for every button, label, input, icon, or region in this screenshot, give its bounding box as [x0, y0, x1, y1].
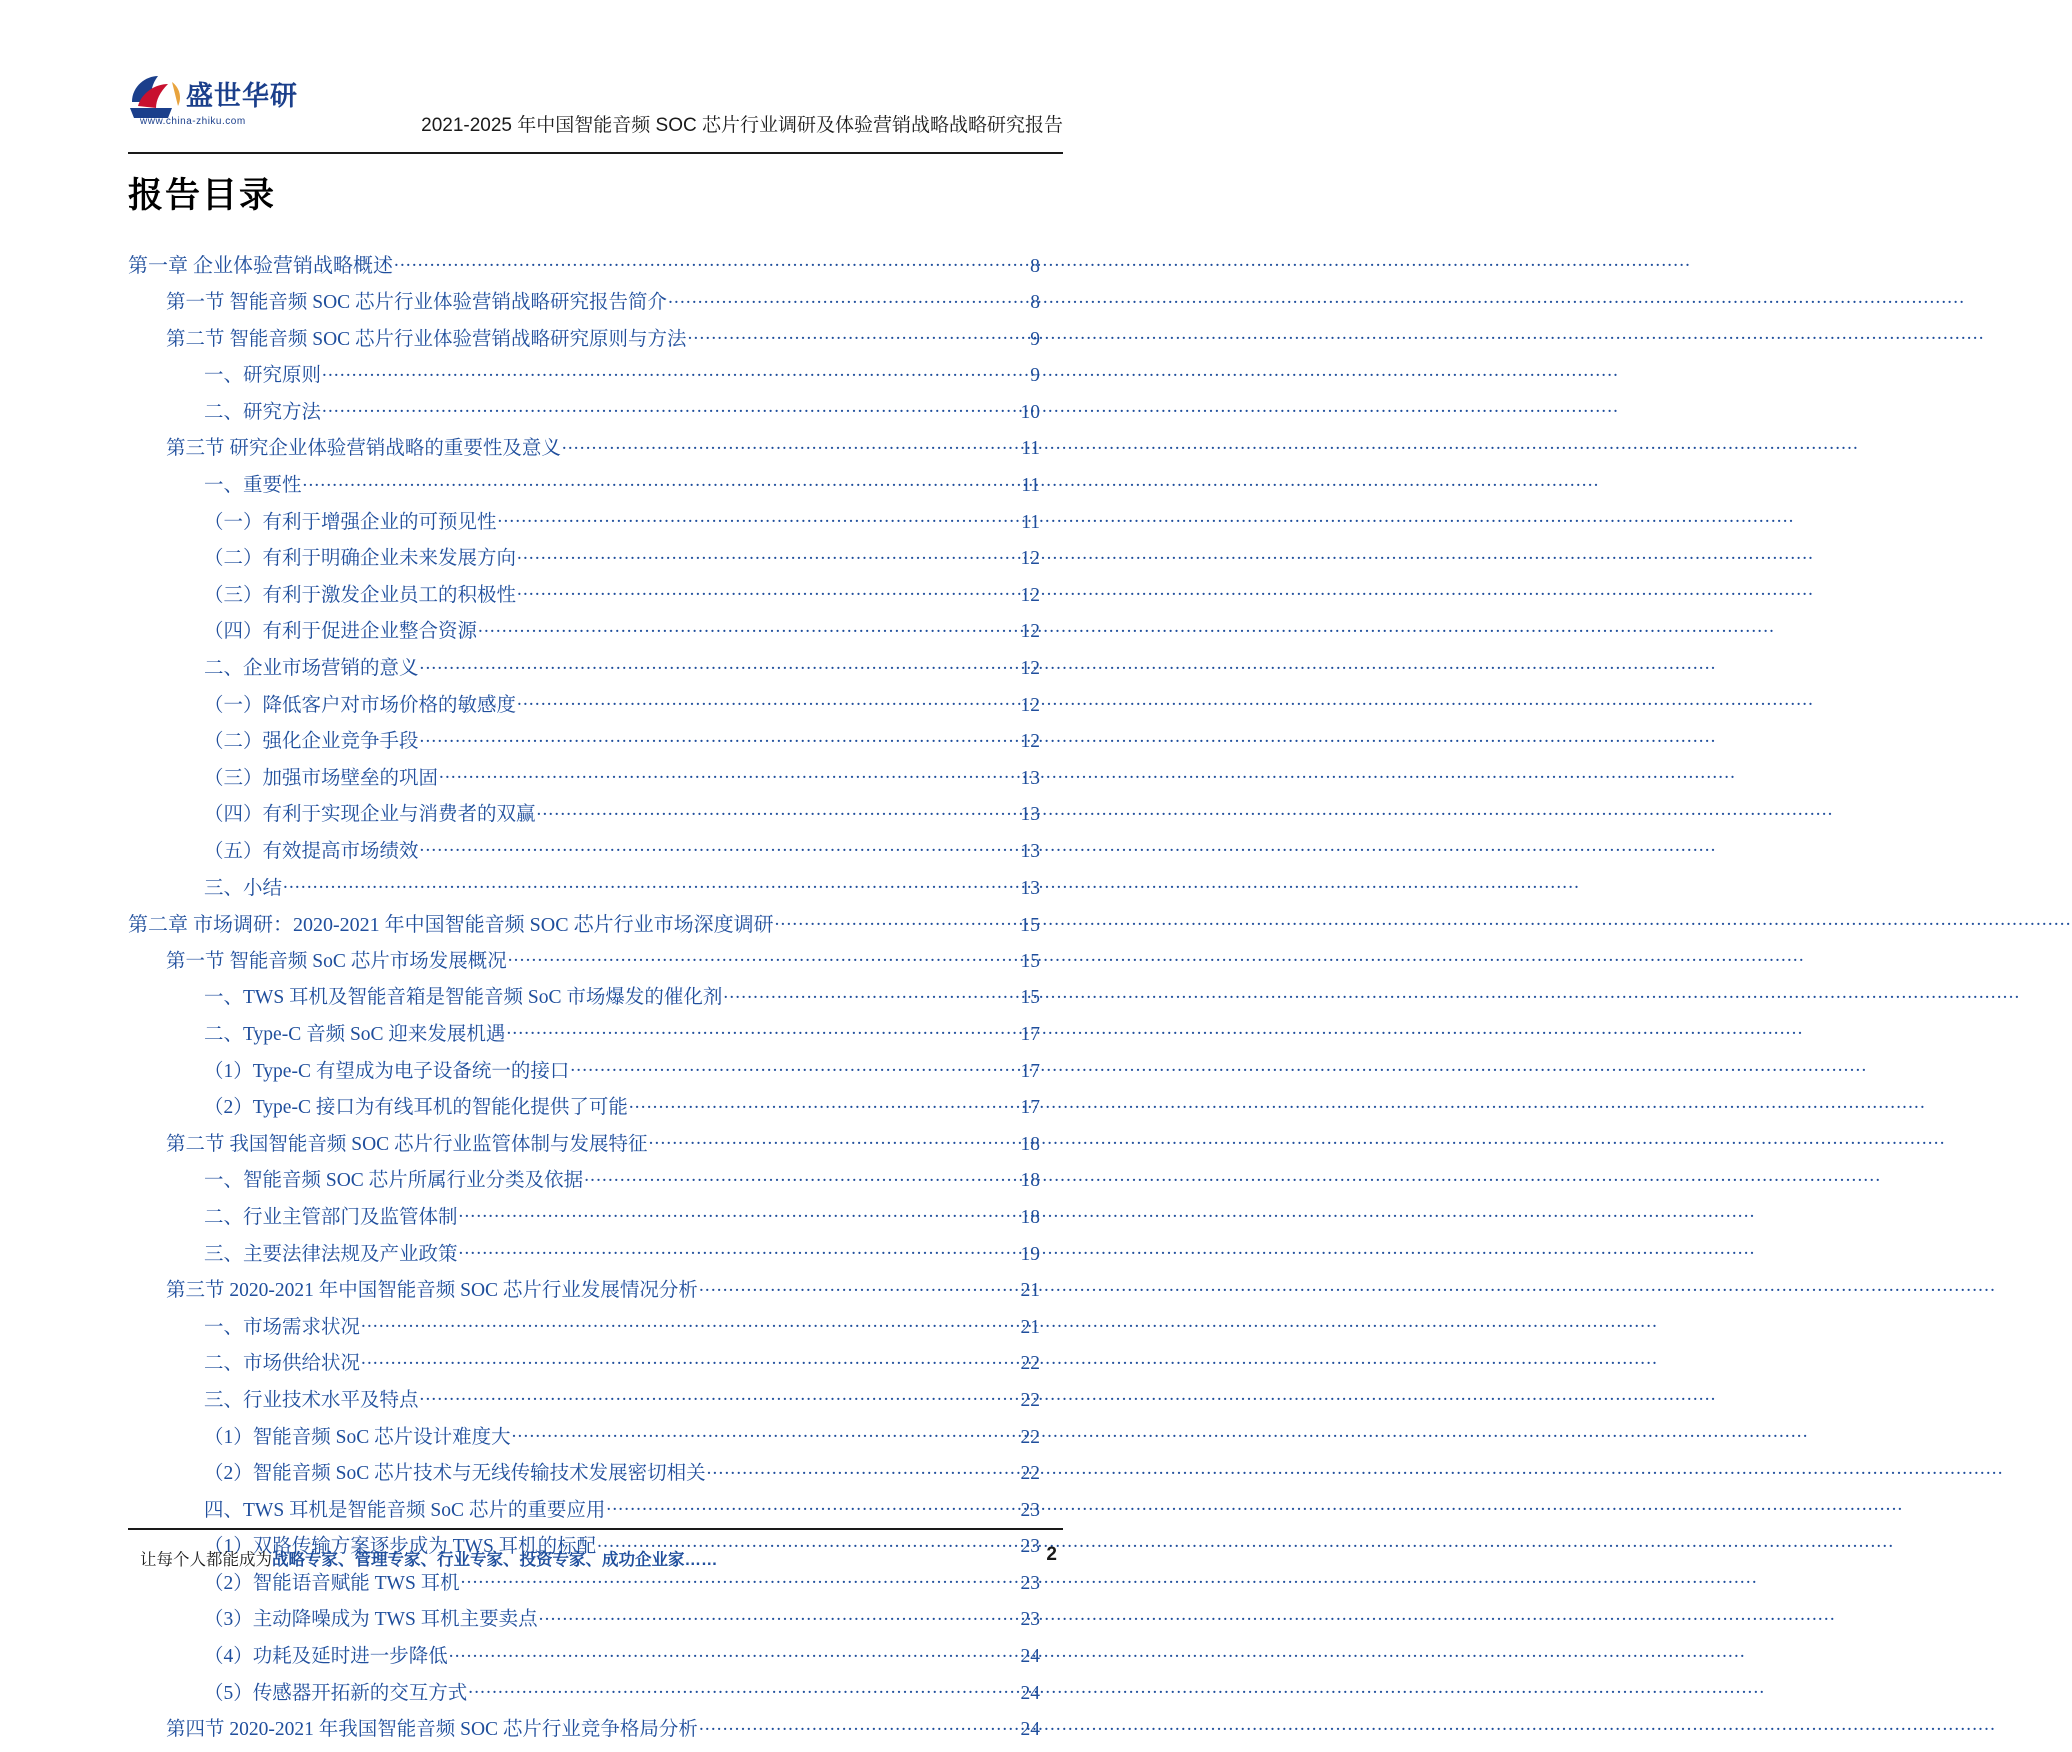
toc-entry[interactable] — [128, 801, 1040, 825]
toc-entry[interactable] — [128, 1277, 1040, 1301]
toc-entry-page: 24 — [1020, 1646, 1040, 1668]
toc-entry-page: 17 — [1020, 1097, 1040, 1119]
toc-leader-dots — [539, 1606, 1017, 1626]
toc-entry-page: 21 — [1020, 1316, 1040, 1338]
toc-leader-dots — [322, 362, 1017, 382]
toc-entry-page: 22 — [1020, 1426, 1040, 1448]
toc-entry-page: 24 — [1020, 1719, 1040, 1741]
toc-entry-page: 13 — [1020, 877, 1040, 899]
toc-leader-dots — [303, 472, 1017, 492]
toc-leader-dots — [361, 1350, 1017, 1370]
toc-leader-dots — [508, 947, 1017, 967]
toc-entry-label: （四）有利于实现企业与消费者的双赢 — [204, 804, 536, 826]
toc-leader-dots — [468, 1679, 1017, 1699]
toc-entry-label: 一、TWS 耳机及智能音箱是智能音频 SoC 市场爆发的催化剂 — [204, 987, 723, 1009]
toc-entry-label: （1）智能音频 SoC 芯片设计难度大 — [204, 1426, 511, 1448]
toc-entry-page: 19 — [1020, 1243, 1040, 1265]
toc-entry[interactable] — [128, 1386, 1040, 1410]
toc-entry-page: 17 — [1020, 1023, 1040, 1045]
toc-entry-page: 23 — [1020, 1499, 1040, 1521]
toc-leader-dots — [688, 325, 1017, 345]
toc-entry-label: 三、小结 — [204, 877, 283, 899]
toc-entry[interactable] — [128, 1240, 1040, 1264]
toc-leader-dots — [699, 1277, 1017, 1297]
toc-leader-dots — [361, 1313, 1017, 1333]
toc-entry-label: （2）智能语音赋能 TWS 耳机 — [204, 1572, 460, 1594]
toc-entry-label: （二）有利于明确企业未来发展方向 — [204, 548, 517, 570]
toc-entry-page: 12 — [1020, 548, 1040, 570]
toc-entry[interactable] — [128, 1606, 1040, 1630]
toc-entry-label: （3）主动降噪成为 TWS 耳机主要卖点 — [204, 1609, 538, 1631]
toc-entry[interactable] — [128, 398, 1040, 422]
toc-leader-dots — [584, 1167, 1017, 1187]
toc-entry-page: 10 — [1020, 401, 1040, 423]
toc-entry-page: 11 — [1021, 475, 1040, 497]
toc-entry-page: 11 — [1021, 511, 1040, 533]
toc-entry-page: 18 — [1020, 1170, 1040, 1192]
toc-leader-dots — [439, 764, 1017, 784]
toc-entry[interactable] — [128, 764, 1040, 788]
toc-entry-label: （一）有利于增强企业的可预见性 — [204, 511, 497, 533]
header-divider — [128, 152, 1063, 154]
toc-leader-dots — [606, 1496, 1017, 1516]
toc-entry-label: 第三节 2020-2021 年中国智能音频 SOC 芯片行业发展情况分析 — [166, 1280, 698, 1302]
toc-entry[interactable] — [128, 911, 1040, 935]
footer-divider — [128, 1528, 1063, 1530]
toc-entry-label: 二、市场供给状况 — [204, 1353, 361, 1375]
toc-entry[interactable] — [128, 289, 1040, 313]
toc-entry[interactable] — [128, 728, 1040, 752]
toc-entry-label: 第三节 研究企业体验营销战略的重要性及意义 — [166, 438, 561, 460]
toc-leader-dots — [322, 398, 1017, 418]
toc-leader-dots — [707, 1460, 1017, 1480]
toc-entry-label: 一、重要性 — [204, 475, 302, 497]
toc-entry-label: 一、市场需求状况 — [204, 1316, 361, 1338]
page-footer — [128, 1540, 1063, 1580]
toc-entry[interactable] — [128, 435, 1040, 459]
toc-entry-label: 二、Type-C 音频 SoC 迎来发展机遇 — [204, 1023, 506, 1045]
toc-leader-dots — [570, 1057, 1017, 1077]
toc-leader-dots — [459, 1203, 1017, 1223]
toc-entry-label: 二、行业主管部门及监管体制 — [204, 1206, 458, 1228]
toc-entry[interactable] — [128, 1460, 1040, 1484]
toc-entry[interactable] — [128, 1020, 1040, 1044]
toc-entry[interactable] — [128, 1496, 1040, 1520]
toc-entry-page: 21 — [1020, 1280, 1040, 1302]
toc-entry-label: （2）智能音频 SoC 芯片技术与无线传输技术发展密切相关 — [204, 1463, 706, 1485]
toc-entry-label: 二、研究方法 — [204, 401, 322, 423]
toc-entry-page: 15 — [1020, 950, 1040, 972]
toc-entry-label: 第一节 智能音频 SoC 芯片市场发展概况 — [166, 950, 507, 972]
toc-entry-page: 9 — [1030, 328, 1040, 350]
footer-slogan — [140, 1546, 718, 1570]
toc-entry-page: 22 — [1020, 1389, 1040, 1411]
footer-slogan-prefix: 让每个人都能成为 — [140, 1551, 272, 1569]
toc-entry-label: 第二节 智能音频 SOC 芯片行业体验营销战略研究原则与方法 — [166, 328, 687, 350]
toc-entry-label: 四、TWS 耳机是智能音频 SoC 芯片的重要应用 — [204, 1499, 606, 1521]
toc-leader-dots — [512, 1423, 1017, 1443]
toc-entry-label: 第二节 我国智能音频 SOC 芯片行业监管体制与发展特征 — [166, 1133, 648, 1155]
toc-entry-label: （1）双路传输方案逐步成为 TWS 耳机的标配 — [204, 1536, 597, 1558]
toc-entry[interactable] — [128, 655, 1040, 679]
toc-entry-label: （四）有利于促进企业整合资源 — [204, 621, 478, 643]
toc-entry-label: 一、研究原则 — [204, 365, 322, 387]
toc-entry-page: 13 — [1020, 841, 1040, 862]
toc-entry-label: （五）有效提高市场绩效 — [204, 841, 419, 862]
toc-entry-page: 23 — [1020, 1572, 1040, 1594]
page-title: 报告目录 — [128, 176, 277, 215]
toc-entry-page: 22 — [1020, 1463, 1040, 1485]
toc-entry-page: 13 — [1020, 767, 1040, 789]
footer-slogan-accent: 战略专家、管理专家、行业专家、投资专家、成功企业家…… — [272, 1551, 718, 1569]
toc-entry-page: 12 — [1020, 731, 1040, 753]
toc-entry-page: 8 — [1030, 292, 1040, 314]
toc-entry-label: （5）传感器开拓新的交互方式 — [204, 1682, 468, 1704]
toc-entry-label: （4）功耗及延时进一步降低 — [204, 1646, 448, 1668]
logo-text: 盛世华研 — [186, 81, 298, 111]
toc-entry-label: （一）降低客户对市场价格的敏感度 — [204, 694, 517, 716]
company-logo — [128, 70, 306, 140]
toc-entry[interactable] — [128, 874, 1040, 898]
toc-leader-dots — [723, 984, 1017, 1004]
toc-entry-page: 13 — [1020, 804, 1040, 826]
toc-entry-label: （三）加强市场壁垒的巩固 — [204, 767, 439, 789]
toc-leader-dots — [420, 728, 1017, 748]
toc-entry-page: 18 — [1020, 1133, 1040, 1155]
toc-entry[interactable] — [128, 1094, 1040, 1118]
toc-leader-dots — [649, 1130, 1017, 1150]
toc-entry[interactable] — [128, 1679, 1040, 1703]
page-number: 2 — [1046, 1544, 1057, 1565]
toc-entry[interactable] — [128, 545, 1040, 569]
toc-entry-page: 8 — [1030, 255, 1040, 277]
toc-entry[interactable] — [128, 1643, 1040, 1667]
toc-entry-page: 23 — [1020, 1609, 1040, 1631]
toc-entry[interactable] — [128, 1167, 1040, 1191]
toc-entry-label: 第一章 企业体验营销战略概述 — [128, 255, 393, 277]
toc-entry[interactable] — [128, 691, 1040, 715]
toc-entry-label: （2）Type-C 接口为有线耳机的智能化提供了可能 — [204, 1097, 628, 1119]
toc-entry-page: 23 — [1020, 1536, 1040, 1558]
toc-entry-label: 三、行业技术水平及特点 — [204, 1389, 419, 1411]
toc-leader-dots — [283, 874, 1017, 894]
toc-entry-page: 9 — [1030, 365, 1040, 387]
toc-entry[interactable] — [128, 947, 1040, 971]
toc-entry-page: 17 — [1020, 1060, 1040, 1082]
toc-entry[interactable] — [128, 362, 1040, 386]
toc-entry-label: 二、企业市场营销的意义 — [204, 658, 419, 680]
toc-entry-label: 第四节 2020-2021 年我国智能音频 SOC 芯片行业竞争格局分析 — [166, 1719, 698, 1741]
toc-leader-dots — [668, 289, 1017, 309]
toc-entry[interactable] — [128, 618, 1040, 642]
toc-entry-page: 12 — [1020, 621, 1040, 643]
toc-entry[interactable] — [128, 508, 1040, 532]
toc-leader-dots — [537, 801, 1017, 821]
toc-leader-dots — [517, 545, 1017, 565]
toc-leader-dots — [699, 1716, 1017, 1736]
toc-entry[interactable] — [128, 1716, 1040, 1740]
table-of-contents — [128, 252, 1040, 1752]
toc-leader-dots — [517, 581, 1017, 601]
toc-entry-label: （三）有利于激发企业员工的积极性 — [204, 584, 517, 606]
toc-leader-dots — [420, 838, 1017, 858]
toc-entry[interactable] — [128, 1350, 1040, 1374]
toc-entry-label: （二）强化企业竞争手段 — [204, 731, 419, 753]
toc-leader-dots — [629, 1094, 1017, 1114]
toc-entry-page: 11 — [1021, 438, 1040, 460]
toc-entry[interactable] — [128, 984, 1040, 1008]
toc-entry[interactable] — [128, 1313, 1040, 1337]
logo-url: www.china-zhiku.com — [140, 116, 246, 127]
toc-entry-label: （1）Type-C 有望成为电子设备统一的接口 — [204, 1060, 570, 1082]
toc-entry[interactable] — [128, 252, 1040, 276]
page-header — [128, 70, 1063, 146]
toc-entry[interactable] — [128, 838, 1040, 862]
toc-leader-dots — [449, 1643, 1017, 1663]
toc-entry-label: 一、智能音频 SOC 芯片所属行业分类及依据 — [204, 1170, 584, 1192]
header-title: 2021-2025 年中国智能音频 SOC 芯片行业调研及体验营销战略战略研究报告 — [421, 115, 1063, 136]
toc-entry[interactable] — [128, 472, 1040, 496]
toc-entry[interactable] — [128, 1203, 1040, 1227]
toc-entry-label: 第二章 市场调研：2020-2021 年中国智能音频 SOC 芯片行业市场深度调研 — [128, 913, 774, 936]
toc-entry[interactable] — [128, 325, 1040, 349]
toc-leader-dots — [478, 618, 1017, 638]
toc-entry-page: 15 — [1020, 987, 1040, 1009]
toc-entry-page: 12 — [1020, 584, 1040, 606]
toc-leader-dots — [420, 1386, 1017, 1406]
toc-entry[interactable] — [128, 581, 1040, 605]
toc-leader-dots — [517, 691, 1017, 711]
toc-leader-dots — [459, 1240, 1017, 1260]
toc-entry-page: 15 — [1020, 913, 1040, 936]
toc-leader-dots — [562, 435, 1017, 455]
toc-entry[interactable] — [128, 1423, 1040, 1447]
toc-entry-page: 18 — [1020, 1206, 1040, 1228]
toc-entry[interactable] — [128, 1057, 1040, 1081]
toc-entry[interactable] — [128, 1130, 1040, 1154]
toc-leader-dots — [775, 911, 1017, 931]
toc-entry-label: 三、主要法律法规及产业政策 — [204, 1243, 458, 1265]
toc-entry-page: 22 — [1020, 1353, 1040, 1375]
toc-entry-page: 12 — [1020, 694, 1040, 716]
toc-entry-label: 第一节 智能音频 SOC 芯片行业体验营销战略研究报告简介 — [166, 292, 668, 314]
toc-entry-page: 12 — [1020, 658, 1040, 680]
toc-entry-page: 24 — [1020, 1682, 1040, 1704]
toc-leader-dots — [506, 1020, 1017, 1040]
toc-leader-dots — [420, 655, 1017, 675]
toc-leader-dots — [498, 508, 1017, 528]
toc-leader-dots — [394, 252, 1017, 272]
